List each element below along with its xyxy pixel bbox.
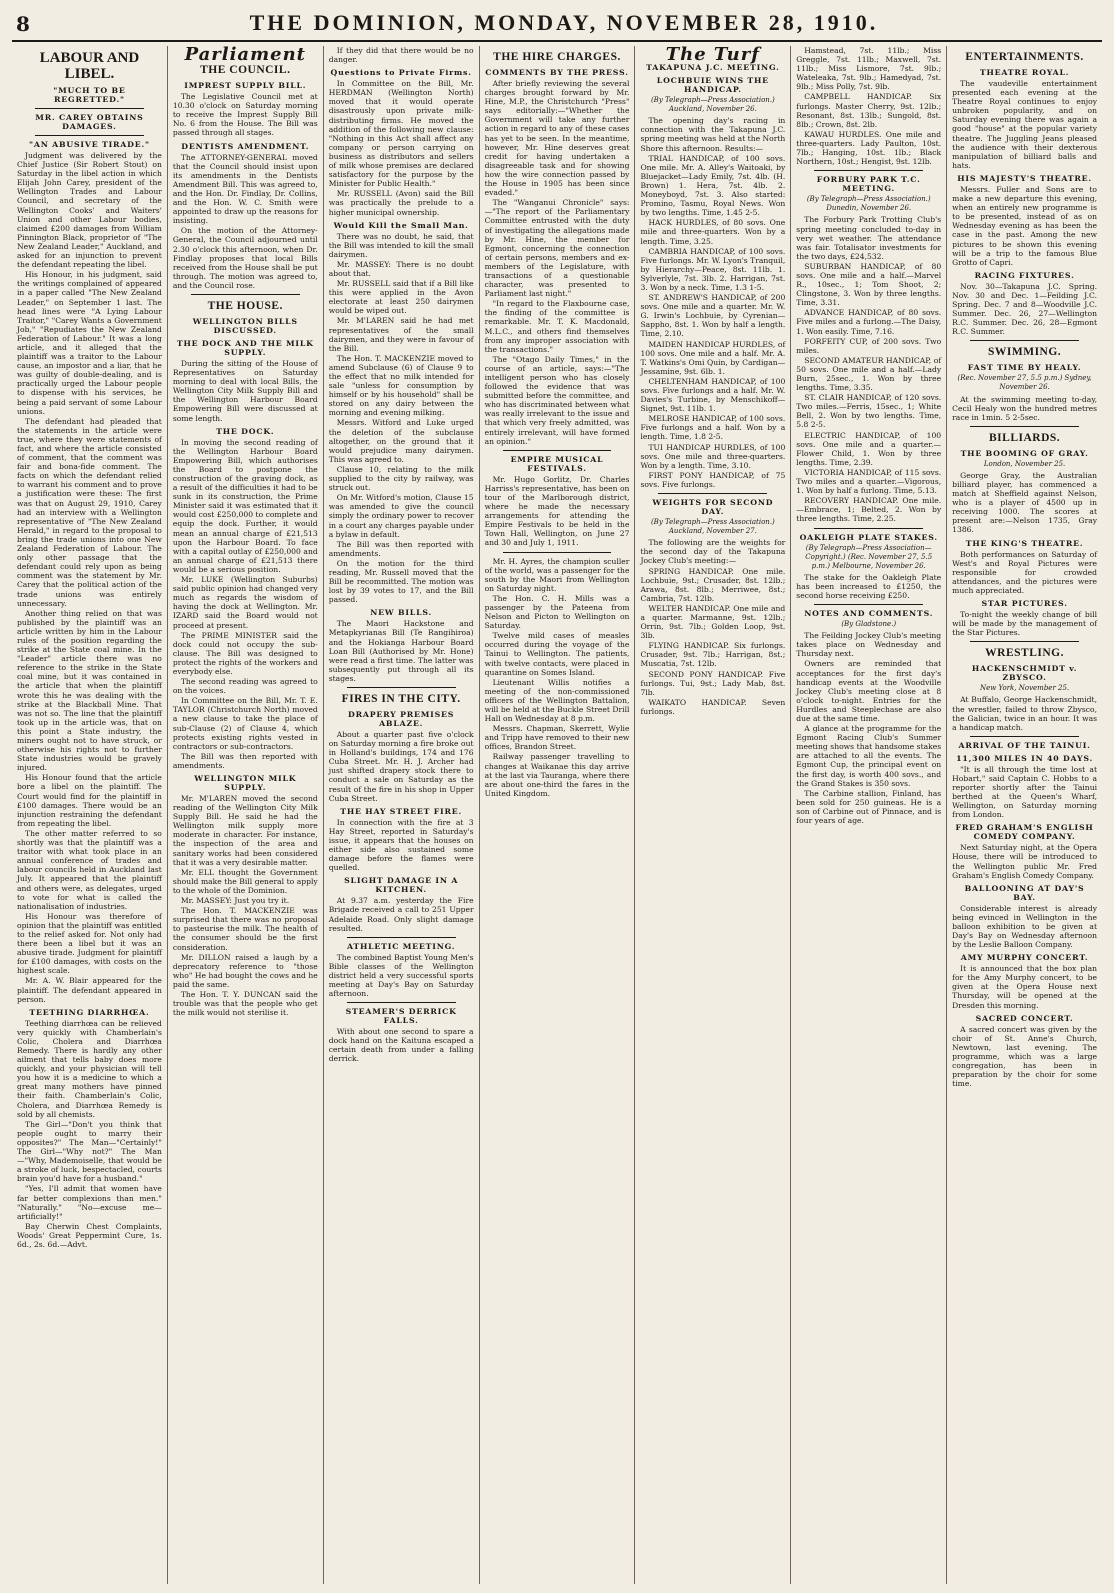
article-paragraph: Another thing relied on that was published by the plaintiff was an article written by him in the Labour rules of the position regarding the strike at the State coal mine. In the "Leader" article there was no reference to the strike in the State coal mine, but it was contained in the article that when the plaintiff wrote this he was dealing with the strike at the Blackball Mine. That was not so. The line that the plaintiff took up in the article was, that on this point a State industry, the miners ought not to have struck, or otherwise his rights not to further State industries would be gravely injured. (17, 608, 162, 773)
subhead: WELLINGTON BILLS DISCUSSED. (192, 316, 298, 335)
article-paragraph: The vaudeville entertainment presented each evening at the Theatre Royal continues to enjoy unbroken popularity, and on Saturday evening there was again a good "house" at the popular variety theatre. The Juggling Jeans pleased the audience with their dexterous manipulation of billiard balls and hats. (952, 79, 1098, 170)
race-result: ST. ANDREW'S HANDICAP, of 200 sovs. One mile and a quarter. Mr. W. G. Irwin's Lochbuie, by Cyrenian—Sappho, 8st. 1. Won by half a length. Time, 2.10. (640, 293, 786, 339)
article-paragraph: Twelve mild cases of measles occurred during the voyage of the Tainui to Wellington. The patients, with twelve contacts, were placed in quarantine on Somes Island. (484, 631, 630, 677)
article-paragraph: The ATTORNEY-GENERAL moved that the Council should insist upon its amendments in the Dentists Amendment Bill. This was agreed to, and the Hon. Dr. Findlay, Dr. Collins, and the Hon. W. C. Smith were appointed to draw up the reasons for insisting. (172, 152, 318, 226)
subhead: DENTISTS AMENDMENT. (181, 141, 310, 151)
article-paragraph: In Committee on the Bill, Mr. T. E. TAYLOR (Christchurch North) moved a new clause to take the place of sub-Clause (2) of Clause 4, which protects existing rights vested in contractors or sub-contractors. (172, 696, 318, 751)
section-heading: THE HOUSE. (207, 299, 283, 312)
dateline: (By Gladstone.) (841, 620, 897, 629)
divider (970, 340, 1079, 341)
divider (35, 108, 144, 109)
article-paragraph: The PRIME MINISTER said the dock could not occupy the sub-clause. The Bill was designed to protect the rights of the workers and everybody else. (172, 630, 318, 676)
column-7 (947, 46, 1102, 1584)
article-paragraph: His Honour found that the article bore a libel on the plaintiff. The Court would find for the plaintiff in £100 damages. There would be an injunction restraining the defendant from repeating the libel. (17, 773, 162, 828)
subhead: THE DOCK AND THE MILK SUPPLY. (176, 338, 314, 357)
article-paragraph: There was no doubt, he said, that the Bill was intended to kill the small dairymen. (328, 231, 474, 259)
dateline: (By Telegraph—Press Association.) Auckland, November 27. (650, 518, 775, 536)
article-paragraph: The Carbine stallion, Finland, has been sold for 250 guineas. He is a son of Carbine out of Pinnace, and is four years of age. (796, 788, 942, 826)
race-result: MAIDEN HANDICAP HURDLES, of 100 sovs. One mile and a half. Mr. A. T. Watkins's Omi Quin, by Cardigan—Jessamine, 9st. 6lb. 1. (640, 339, 786, 376)
divider (970, 641, 1079, 642)
subhead: THEATRE ROYAL. (979, 68, 1070, 77)
article-paragraph: The opening day's racing in connection with the Takapuna J.C. spring meeting was held at the North Shore this afternoon. Results:— (640, 116, 786, 153)
race-result: FORFEITY CUP, of 200 sovs. Two miles. (796, 336, 942, 355)
article-paragraph: Railway passenger travelling to changes at Waikanae this day arrive at the last via Tauranga, where there are about one-third the fares in the United Kingdom. (484, 752, 630, 798)
article-paragraph: To-night the weekly change of bill will be made by the management of the Star Pictures. (952, 610, 1098, 638)
article-paragraph: The "Otago Daily Times," in the course of an article, says:—"The intelligent person who has closely followed the evidence that was submitted before the committee, and who has discriminated between what was really irrelevant to the issue and that which very freely admitted, was entirely irrelevant, will have formed an opinion." (484, 354, 630, 446)
race-weights: CAMPBELL HANDICAP. Six furlongs. Master Cherry, 9st. 12lb.; Resonant, 8st. 13lb.; Sungold, 8st. 8lb.; Crown, 8st. 2lb. (796, 92, 942, 129)
race-result: ST. CLAIR HANDICAP, of 120 sovs. Two miles.—Ferris, 15sec., 1; White Bell, 2. Won by two lengths. Time, 5.8 2-5. (796, 393, 942, 430)
subhead: THE HAY STREET FIRE. (340, 806, 463, 816)
divider (503, 450, 612, 451)
article-paragraph: After briefly reviewing the several charges brought forward by Mr. Hine, M.P., the Christchurch "Press" says editorially:—"Whether the Government will take any further action in regard to any of these cases has yet to be seen. In the meantime, however, Mr. Hine deserves great credit for having undertaken a disagreeable task and for showing how the wire connection passed by the House in 1905 has been since evaded." (484, 79, 630, 198)
article-paragraph: Mr. RUSSELL (Avon) said the Bill was practically the prelude to a higher municipal ownership. (328, 189, 474, 217)
article-paragraph: At Buffalo, George Hackenschmidt, the wrestler, failed to throw Zbysco, the Galician, twice in an hour. It was a handicap match. (952, 695, 1098, 732)
article-paragraph: The Hon. C. H. Mills was a passenger by the Pateena from Nelson and Picton to Wellington on Saturday. (484, 593, 630, 631)
section-heading: THE HIRE CHARGES. (493, 51, 621, 63)
race-result: HACK HURDLES, of 80 sovs. One mile and three-quarters. Won by a length. Time, 3.25. (640, 218, 786, 246)
race-result: MELROSE HANDICAP, of 100 sovs. Five furlongs and a half. Won by a length. Time, 1.8 2-5. (640, 414, 786, 442)
article-paragraph: During the sitting of the House of Representatives on Saturday morning to deal with local Bills, the Wellington City Milk Supply Bill and the Wellington Harbour Board Empowering Bill were discussed at some length. (172, 358, 318, 423)
race-result: CHELTENHAM HANDICAP, of 100 sovs. Five furlongs and a half. Mr. W. Davies's Turbine, by Menschikoff—Signet, 9st. 11lb. 1. (640, 376, 786, 414)
article-paragraph: Considerable interest is already being evinced in Wellington in the balloon exhibition to be given at Day's Bay on Wednesday afternoon by the Leslie Balloon Company. (952, 903, 1098, 950)
subhead: STAR PICTURES. (981, 599, 1068, 609)
article-paragraph: Mr. MASSEY: Just you try it. (180, 896, 290, 906)
subhead: MR. CAREY OBTAINS DAMAGES. (35, 113, 144, 131)
column-6 (791, 46, 947, 1584)
section-heading: ENTERTAINMENTS. (965, 51, 1084, 63)
article-paragraph: The Bill was then reported with amendments. (172, 751, 318, 770)
article-paragraph: Mr. LUKE (Wellington Suburbs) said public opinion had changed very much as regards the wisdom of having the dock at Wellington. Mr. IZARD said the Board would not proceed at present. (172, 575, 318, 630)
article-paragraph: A sacred concert was given by the choir of St. Anne's Church, Newtown, last evening. The programme, which was a large congregation, has been in preparation by the choir for some time. (952, 1024, 1098, 1089)
subhead: "MUCH TO BE REGRETTED." (53, 86, 126, 104)
subhead: IMPREST SUPPLY BILL. (184, 81, 307, 91)
headline-labour-libel: LABOUR AND LIBEL. (39, 50, 140, 82)
section-heading: WRESTLING. (985, 647, 1064, 660)
column-2 (168, 46, 324, 1584)
section-heading: NOTES AND COMMENTS. (804, 609, 934, 619)
race-result: TUI HANDICAP HURDLES, of 100 sovs. One mile and three-quarters. Won by a length. Time, 3.10. (640, 442, 786, 470)
article-paragraph: Teething diarrhœa can be relieved very quickly with Chamberlain's Colic, Cholera and Diarrhœa Remedy. There is hardly any other ailment that tells baby does more quickly, and your physician will tell you how it is a medicine to which a great many mothers have pinned their faith. Chamberlain's Colic, Cholera, and Diarrhœa Remedy is sold by all chemists. (17, 1018, 162, 1119)
article-paragraph: "Yes, I'll admit that women have far better complexions than men." "Naturally." "No—excuse me—artificially!" (17, 1184, 162, 1221)
subhead: TAKAPUNA J.C. MEETING. (646, 63, 780, 73)
subhead: Would Kill the Small Man. (333, 220, 469, 230)
masthead (12, 6, 1102, 42)
article-paragraph: Lieutenant Willis notifies a meeting of the non-commissioned officers of the Wellington Battalion, will be held at the Buckle Street Drill Hall on Wednesday at 8 p.m. (484, 677, 630, 724)
article-paragraph: The Girl—"Don't you think that people ought to marry their opposites?" The Man—"Certainly!" The Girl—"Why not?" The Man—"Why, Mademoiselle, that would be a stroke of luck, bespectacled, courts brain you'd have for a husband." (17, 1119, 162, 1184)
section-heading: WEIGHTS FOR SECOND DAY. (652, 498, 774, 517)
section-title-turf: The Turf (665, 46, 760, 65)
divider (347, 1002, 456, 1003)
divider (191, 294, 300, 295)
masthead-title: THE DOMINION, MONDAY, NOVEMBER 28, 1910. (249, 10, 879, 35)
article-paragraph: At the swimming meeting to-day, Cecil Healy won the hundred metres race in 1min. 5 2-5sec. (952, 394, 1098, 422)
divider (347, 937, 456, 938)
article-paragraph: The other matter referred to so shortly was that the plaintiff was a traitor with what took place in an annual conference of trades and labour councils held in Auckland last July. It appeared that the plaintiff and others were, as delegates, urged to vote for what is called the nationalisation of industries. (17, 828, 162, 911)
article-paragraph: In moving the second reading of the Wellington Harbour Board Empowering Bill, which authorises the Board to postpone the construction of the graving dock, as a result of the difficulties it had to be sunk in its construction, the Prime Minister said it was estimated that it would cost £250,000 to complete and equip the dock. Further, it would mean an annual charge of £21,513 upon the Harbour Board. To face with a capital outlay of £250,000 and an annual charge of £21,513 there would be a serious position. (172, 437, 318, 574)
article-paragraph: The Hon. T. Y. DUNCAN said the trouble was that the people who get the milk would not sterilise it. (172, 989, 318, 1018)
article-paragraph: The following are the weights for the second day of the Takapuna Jockey Club's meeting:— (640, 538, 786, 566)
article-paragraph: A glance at the programme for the Egmont Racing Club's Summer meeting shows that handsome stakes are attached to all the events. The Egmont Cup, the principal event on the first day, is worth 400 sovs., and the Grand Stakes is 350 sovs. (796, 724, 942, 788)
article-paragraph: The combined Baptist Young Men's Bible classes of the Wellington district held a very successful sports meeting at Day's Bay on Saturday afternoon. (328, 952, 474, 999)
article-paragraph: Messrs. Witford and Luke urged the deletion of the subclause altogether, on the ground that it would prejudice many dairymen. This was agreed to. (328, 418, 474, 464)
article-paragraph: The Hon. T. MACKENZIE was surprised that there was no proposal to pasteurise the milk. The health of the consumer should be the first consideration. (172, 906, 318, 952)
subhead: WELLINGTON MILK SUPPLY. (194, 774, 297, 792)
article-paragraph: "It is all through the time lost at Hobart," said Captain C. Hobbs to a reporter shortly after the Tainui berthed at the Queen's Wharf, Wellington, on Saturday morning from London. (952, 764, 1098, 820)
subhead: NEW BILLS. (370, 608, 433, 618)
dateline: (By Telegraph—Press Association.) Auckland, November 26. (650, 96, 775, 114)
race-result: SECOND AMATEUR HANDICAP, of 50 sovs. One mile and a half.—Lady Burn, 25sec., 1. Won by three lengths. Time, 3.35. (796, 355, 942, 393)
divider (814, 604, 923, 605)
dateline: New York, November 25. (980, 684, 1070, 693)
divider (814, 528, 923, 529)
subhead: THE DOCK. (216, 426, 275, 436)
article-paragraph: George Gray, the Australian billiard player, has commenced a match at Sheffield against Nelson, who is a player of 4500 up in receiving 1000. The scores at present are:—Nelson 1735, Gray 1386. (952, 470, 1098, 535)
dateline: (Rec. November 27, 5.5 p.m.) Sydney, November 26. (957, 374, 1092, 392)
article-paragraph: Mr. MASSEY: There is no doubt about that. (328, 259, 474, 278)
article-paragraph: The defendant had pleaded that the statements in the article were true, where they were statements of fact, and where the article consisted of comment, that the comment was fair and bona-fide comment. The facts on which the defendant relied to warrant his comment and to prove a justification were these: The first was that on August 29, 1910, Carey had an interview with a Wellington representative of "The New Zealand Herald," in regard to the proposal to bring the trade unions into one New Zealand Federation of Labour. The only other passage that the defendant could rely upon as being comment was the statement by Mr. Carey that the political action of the trade unions was entirely unnecessary. (17, 416, 162, 608)
column-4 (480, 46, 636, 1584)
section-heading: TEETHING DIARRHŒA. (29, 1007, 150, 1017)
article-paragraph: The Hon. T. MACKENZIE moved to amend Subclause (6) of Clause 9 to the effect that no milk intended for sale "unless for consumption by himself or by his household" shall be stored on any dairy between the morning and evening milking. (328, 353, 474, 418)
article-paragraph: The stake for the Oakleigh Plate has been increased to £1250, the second horse receiving £250. (796, 572, 942, 600)
article-paragraph: At 9.37 a.m. yesterday the Fire Brigade received a call to 251 Upper Adelaide Road. Only slight damage resulted. (328, 896, 474, 933)
article-paragraph: The Bill was then reported with amendments. (328, 539, 474, 558)
article-paragraph: Mr. A. W. Blair appeared for the plaintiff. The defendant appeared in person. (17, 976, 162, 1004)
article-paragraph: On Mr. Witford's motion, Clause 15 was amended to give the council simply the ordinary power to recover in a court any charges payable under a bylaw in default. (328, 493, 474, 539)
divider (970, 426, 1079, 427)
article-paragraph: The Feilding Jockey Club's meeting takes place on Wednesday and Thursday next. (796, 631, 942, 659)
subhead: COMMENTS BY THE PRESS. (485, 68, 629, 77)
subhead: HIS MAJESTY'S THEATRE. (957, 173, 1092, 183)
article-paragraph: His Honour, in his judgment, said the writings complained of appeared in a paper called "The New Zealand Leader," on September 1 last. The head lines were "A Lying Labour Traitor," "Carey Wants a Government Job," "Repudiates the New Zealand Federation of Labour." It was a long article, and it alleged that the plaintiff was a traitor to the Labour cause, an impostor and a liar, that he was guilty of double-dealing, and is practically urged the Labour people to dispense with his services, he being a paid servant of some Labour unions. (17, 270, 162, 416)
article-paragraph: The Legislative Council met at 10.30 o'clock on Saturday morning to receive the Imprest Supply Bill No. 6 from the House. The Bill was passed through all stages. (172, 92, 318, 138)
section-heading: OAKLEIGH PLATE STAKES. (799, 532, 938, 542)
subhead: AMY MURPHY CONCERT. (960, 953, 1089, 963)
article-paragraph: In Committee on the Bill, Mr. HERDMAN (Wellington North) moved that it would operate disastrously upon private milk-distributing firms. He moved the addition of the following new clause: "Nothing in this Act shall affect any company or person carrying on business as distributors and sellers of milk whose premises are declared satisfactory for the purpose by the Minister for Public Health." (328, 79, 474, 189)
article-paragraph: It is announced that the box plan for the Amy Murphy concert, to be given at the Opera House next Thursday, will be opened at the Dresden this morning. (952, 964, 1098, 1010)
dateline: (By Telegraph—Press Association.) Dunedin, November 26. (806, 195, 931, 213)
article-paragraph: Mr. Hugo Gorlitz, Dr. Charles Harriss's representative, has been on tour of the Marlborough district, where he made the necessary arrangements for attending the Empire Festivals to be held in the Town Hall, Wellington, on June 27 and 30 and July 1, 1911. (484, 474, 630, 548)
section-heading: ARRIVAL OF THE TAINUI. (958, 740, 1091, 750)
section-heading: ATHLETIC MEETING. (346, 941, 456, 951)
section-heading: BILLIARDS. (989, 431, 1061, 444)
article-paragraph: Mr. DILLON raised a laugh by a deprecatory reference to "those who" He had bought the cows and he paid the same. (172, 952, 318, 989)
article-paragraph: Messrs. Chapman, Skerrett, Wylie and Tripp have removed to their new offices, Brandon Street. (484, 724, 630, 752)
race-result: SUBURBAN HANDICAP, of 80 sovs. One mile and a half.—Marvel R., 10sec., 1; Tom Shoot, 2; Clingstone, 3. Won by three lengths. Time, 3.31. (796, 261, 942, 308)
race-weights: KAWAU HURDLES. One mile and three-quarters. Lady Paulton, 10st. 7lb.; Hanging, 10st. 1lb.; Black Northern, 10st.; Hengist, 9st. 12lb. (796, 129, 942, 167)
dateline: London, November 25. (983, 459, 1066, 468)
race-result: TRIAL HANDICAP, of 100 sovs. One mile. Mr. A. Alley's Waitoaki, by Bluejacket—Lady Emily, 7st. 4lb. (H. Brown) 1. Hera, 7st. 4lb. 2. Moneyboyd, 7st. 3. Also started: Promino, Tasmu, Royal News. Won by two lengths. Time, 1.45 2-5. (640, 153, 786, 218)
article-paragraph: Mr. H. Ayres, the champion sculler of the world, was a passenger for the south by the Maori from Wellington on Saturday night. (484, 556, 630, 593)
article-paragraph: The Forbury Park Trotting Club's spring meeting concluded to-day in very wet weather. The attendance was fair. Totalisator investments for the two days, £24,532. (796, 215, 942, 261)
subhead: HACKENSCHMIDT v. ZBYSCO. (971, 664, 1078, 683)
article-paragraph: His Honour was therefore of opinion that the plaintiff was entitled to the relief asked for. Not only had there been a libel but it was an abusive tirade. Judgment for plaintiff for £100 damages, with costs on the highest scale. (17, 911, 162, 976)
race-result: ADVANCE HANDICAP, of 80 sovs. Five miles and a furlong.—The Daisy, 1. Won easily. Time, 7.16. (796, 308, 942, 336)
article-paragraph: On the motion for the third reading, Mr. Russell moved that the Bill be recommitted. The motion was lost by 39 votes to 17, and the Bill passed. (328, 558, 474, 605)
article-paragraph: If they did that there would be no danger. (328, 46, 474, 65)
columns (12, 46, 1102, 1584)
section-heading: SWIMMING. (987, 346, 1062, 359)
race-result: ELECTRIC HANDICAP, of 100 sovs. One mile and a quarter.—Flower Child, 1. Won by three lengths. Time, 2.39. (796, 430, 942, 467)
race-weights: Hamstead, 7st. 11lb.; Miss Greggle, 7st. 11lb.; Maxwell, 7st. 11lb.; Miss Lismore, 7st. 9lb.; Wateleaka, 7st. 9lb.; Hamedyad, 7st. 9lb.; Miss Polly, 7st. 9lb. (796, 46, 942, 92)
article-paragraph: Clause 10, relating to the milk supplied to the city by railway, was struck out. (328, 464, 474, 493)
subhead: THE BOOMING OF GRAY. (960, 448, 1089, 458)
article-paragraph: Next Saturday night, at the Opera House, there will be introduced to the Wellington public Mr. Fred Graham's English Comedy Company. (952, 843, 1098, 880)
subhead: SLIGHT DAMAGE IN A KITCHEN. (344, 876, 459, 895)
subhead: FAST TIME BY HEALY. (967, 363, 1082, 373)
advertisement-line: Bay Cherwin Chest Complaints, Woods' Great Peppermint Cure, 1s. 6d., 2s. 6d.—Advt. (17, 1221, 162, 1249)
race-weights: WAIKATO HANDICAP. Seven furlongs. (640, 697, 786, 716)
article-paragraph: On the motion of the Attorney-General, the Council adjourned until 2.30 o'clock this afternoon, when Dr. Findlay proposes that local Bills received from the House shall be put through. The motion was agreed to, and the Council rose. (172, 226, 318, 290)
race-result: RECOVERY HANDICAP. One mile.—Embrace, 1; Belted, 2. Won by three lengths. Time, 2.25. (796, 496, 942, 524)
divider (658, 493, 767, 494)
divider (970, 736, 1079, 737)
article-paragraph: Mr. M'LAREN moved the second reading of the Wellington City Milk Supply Bill. He said he had the Wellington milk supply more moderate in character. For instance, the inspection of the area and sanitary works had been considered that it was a very desirable matter. (172, 794, 318, 867)
article-paragraph: About a quarter past five o'clock on Saturday morning a fire broke out in Holland's buildings, 174 and 176 Cuba Street. Mr. H. J. Archer had just shifted drapery stock there to conduct a sale on Saturday as the result of the fire in his shop in Upper Cuba Street. (328, 730, 474, 803)
subhead: Questions to Private Firms. (330, 68, 472, 78)
article-paragraph: Judgment was delivered by the Chief Justice (Sir Robert Stout) on Saturday in the libel action in which Elijah John Carey, president of the Wellington Trades and Labour Council, and secretary of the Wellington Cooks' and Waiters' Union and other Labour bodies, claimed £200 damages from William Pinnington Black, proprietor of "The New Zealand Leader," Auckland, and asked for an injunction to prevent the defendant repeating the libel. (17, 151, 162, 270)
divider (503, 552, 612, 553)
race-result: VICTORIA HANDICAP, of 115 sovs. Two miles and a quarter.—Vigorous, 1. Won by half a furlong. Time, 5.13. (796, 467, 942, 496)
race-result: CAMBRIA HANDICAP, of 100 sovs. Five furlongs. Mr. W. Lyon's Tranquil, by Hierarchy—Peace, 8st. 11lb. 1. Sylverlyle, 7st. 3lb. 2. Harrigan, 7st. 3. Won by a neck. Time, 1.3 1-5. (640, 246, 786, 292)
column-5 (635, 46, 791, 1584)
race-weights: SECOND PONY HANDICAP. Five furlongs. Tui, 9st.; Lady Mab, 8st. 7lb. (640, 669, 786, 697)
dateline: (By Telegraph—Press Association—Copyright.) (Rec. November 27, 5.5 p.m.) Melbourne, November 26. (805, 543, 933, 570)
section-heading: EMPIRE MUSICAL FESTIVALS. (510, 454, 604, 473)
column-1 (12, 46, 168, 1584)
section-heading: FIRES IN THE CITY. (341, 693, 461, 705)
article-paragraph: Messrs. Fuller and Sons are to make a new departure this evening, when an entirely new programme is to be presented, instead of as on Wednesday evening as has been the case in the past. Among the new pictures to be shown this evening will be a trip to the famous Blue Grotto of Capri. (952, 184, 1098, 267)
subhead: 11,300 MILES IN 40 DAYS. (956, 753, 1094, 763)
article-paragraph: The Maori Hackstone and Metapkyrianas Bill (Te Rangihiroa) and the Hokianga Harbour Board Loan Bill (Authorised by Mr. Hone) were read a first time. The latter was subsequently put through all its stages. (328, 619, 474, 683)
article-paragraph: Mr. M'LAREN said he had met representatives of the small dairymen, and they were in favour of the Bill. (328, 316, 474, 353)
race-weights: WELTER HANDICAP. One mile and a quarter. Marmanne, 9st. 12lb.; Orrin, 9st. 7lb.; Golden Loop, 9st. 3lb. (640, 603, 786, 641)
divider (347, 687, 456, 688)
section-title-parliament: Parliament (184, 46, 306, 65)
race-result: FIRST PONY HANDICAP, of 75 sovs. Five furlongs. (640, 470, 786, 489)
subhead: FRED GRAHAM'S ENGLISH COMEDY COMPANY. (955, 823, 1094, 842)
article-paragraph: In connection with the fire at 3 Hay Street, reported in Saturday's issue, it appears that the houses on either side also sustained some damage before the flames were quelled. (328, 817, 474, 873)
article-paragraph: Owners are reminded that acceptances for the first day's handicap events at the Woodville Jockey Club's meeting close at 8 o'clock to-night. Entries for the Hurdles and Steeplechase are also due at the same time. (796, 659, 942, 723)
article-paragraph: With about one second to spare a dock hand on the Kaituna escaped a certain death from under a falling derrick. (328, 1027, 474, 1064)
subhead: BALLOONING AT DAY'S BAY. (964, 883, 1085, 902)
article-paragraph: Mr. ELL thought the Government should make the Bill general to apply to the whole of the Dominion. (172, 867, 318, 895)
subhead: THE KING'S THEATRE. (965, 538, 1084, 548)
article-paragraph: Both performances on Saturday of West's and Royal Pictures were responsible for crowded attendances, and the pictures were much appreciated. (952, 549, 1098, 595)
subhead: SACRED CONCERT. (975, 1013, 1074, 1023)
divider (35, 135, 144, 136)
article-paragraph: "In regard to the Flaxbourne case, the finding of the committee is remarkable. Mr. T. K. Macdonald, M.L.C., and others find themselves from any improper association with the transactions." (484, 299, 630, 354)
article-paragraph: Nov. 30—Takapuna J.C. Spring. Nov. 30 and Dec. 1—Feilding J.C. Spring. Dec. 7 and 8—Woodville J.C. Summer. Dec. 26, 27—Wellington R.C. Summer. Dec. 26, 28—Egmont R.C. Summer. (952, 281, 1098, 337)
divider (814, 170, 923, 171)
article-paragraph: The "Wanganui Chronicle" says:—"The report of the Parliamentary Committee entrusted with the duty of investigating the allegations made by Mr. Hine, the member for Egmont, concerning the connection of certain persons, members and ex-members of the Legislature, with transactions of a questionable character, was presented to Parliament last night." (484, 198, 630, 299)
race-weights: FLYING HANDICAP. Six furlongs. Crusader, 9st. 7lb.; Harrigan, 8st.; Muscatia, 7st. 12lb. (640, 641, 786, 669)
article-paragraph: The second reading was agreed to on the voices. (172, 677, 318, 696)
article-paragraph: Mr. RUSSELL said that if a Bill like this were applied in the Avon electorate at least 250 dairymen would be wiped out. (328, 279, 474, 316)
column-3 (324, 46, 480, 1584)
subhead: "AN ABUSIVE TIRADE." (29, 140, 150, 149)
race-weights: SPRING HANDICAP. One mile. Lochbuie, 9st.; Crusader, 8st. 12lb.; Arawa, 8st. 8lb.; Merriwee, 8st.; Cambria, 7st. 12lb. (640, 566, 786, 603)
section-heading: STEAMER'S DERRICK FALLS. (345, 1007, 457, 1026)
subhead: LOCHBUIE WINS THE HANDICAP. (656, 76, 769, 95)
subhead: DRAPERY PREMISES ABLAZE. (348, 710, 455, 728)
section-heading: FORBURY PARK T.C. MEETING. (816, 175, 921, 194)
subhead: RACING FIXTURES. (974, 270, 1075, 280)
section-heading: THE COUNCIL. (200, 64, 291, 77)
page-number: 8 (16, 12, 30, 36)
